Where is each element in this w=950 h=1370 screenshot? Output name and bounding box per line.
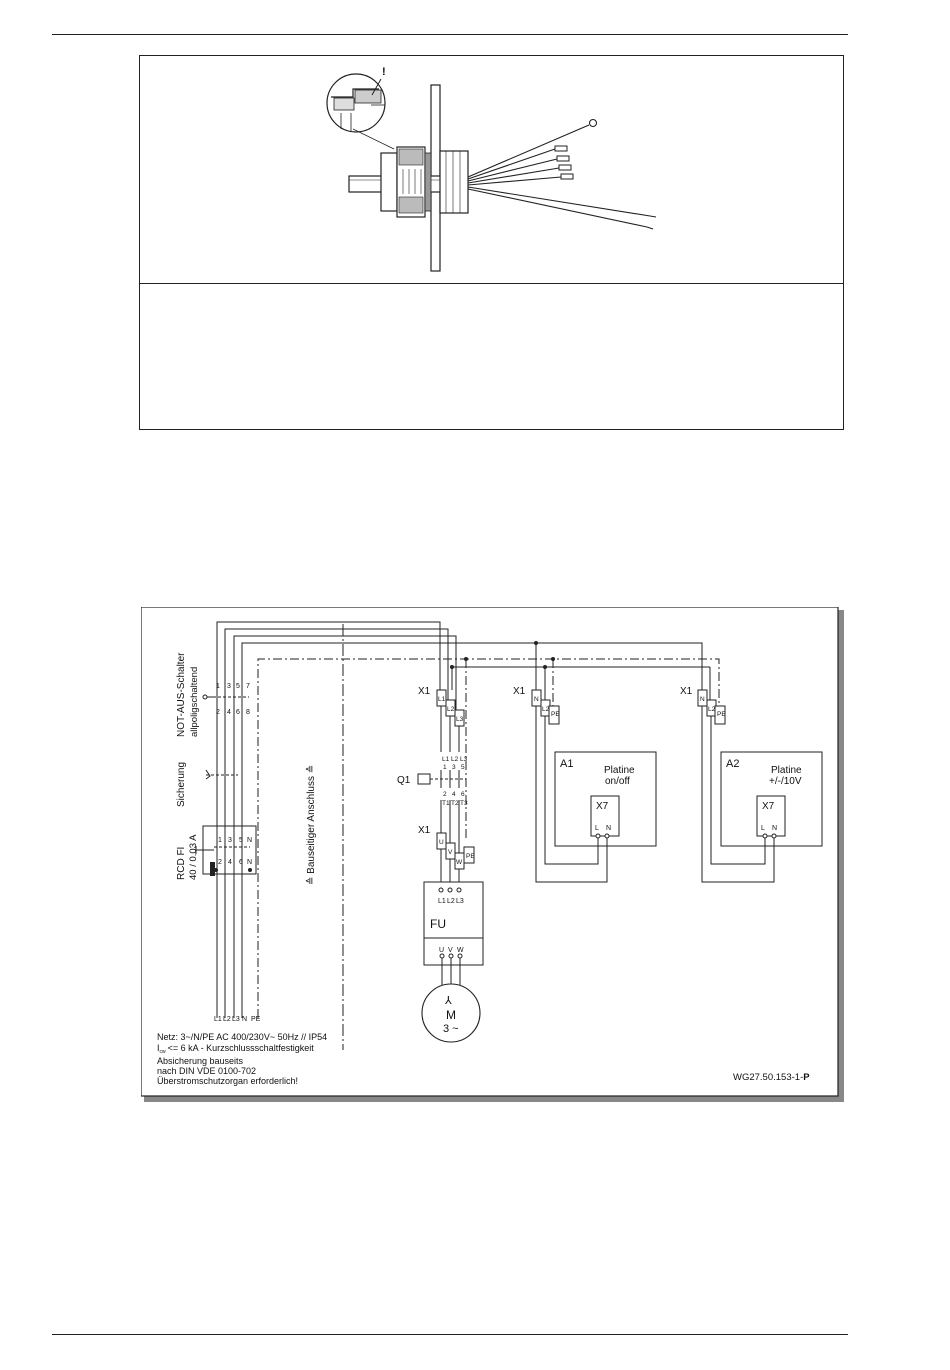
board-a1-pin-n: N — [606, 825, 612, 832]
top-rule — [52, 34, 848, 35]
bus-label-l3: L3 — [232, 1016, 240, 1023]
bus-label-n: N — [242, 1016, 248, 1023]
x1-label-a2: X1 — [680, 686, 693, 697]
a1-x1-terminal-l2: L2 — [542, 706, 550, 713]
board-a2-pin-n: N — [772, 825, 778, 832]
note-line-overcurrent: Überstromschutzorgan erforderlich! — [157, 1076, 299, 1086]
contactor-label: Q1 — [397, 775, 411, 786]
motor-star-symbol: ⅄ — [445, 995, 452, 1007]
fu-input-l1: L1 — [438, 898, 446, 905]
switch-terminal-5: 5 — [236, 683, 240, 690]
q1-top-3: 3 — [452, 764, 456, 771]
note-line-fusing: Absicherung bauseits — [157, 1056, 244, 1066]
rcd-terminal-2: 2 — [218, 859, 222, 866]
rcd-terminal-6: 6 — [239, 859, 243, 866]
motor-phases: 3 ~ — [443, 1023, 459, 1035]
x1-label-motor: X1 — [418, 825, 431, 836]
a2-x1-terminal-pe: PE — [717, 711, 726, 718]
board-a1-x7-label: X7 — [596, 801, 609, 812]
rcd-terminal-n-out: N — [247, 859, 253, 866]
switch-terminal-7: 7 — [246, 683, 250, 690]
x1-terminal-l2: L2 — [447, 706, 455, 713]
rcd-terminal-5: 5 — [239, 837, 243, 844]
cable-gland-drawing — [140, 56, 845, 431]
a2-x1-terminal-l2: L2 — [708, 706, 716, 713]
motor-label: M — [446, 1008, 456, 1022]
fu-output-v: V — [448, 947, 453, 954]
note-line-standard: nach DIN VDE 0100-702 — [157, 1066, 257, 1076]
drawing-number-main: WG27.50.153-1- — [733, 1072, 804, 1083]
note-line-short-circuit-symbol: I — [157, 1043, 160, 1053]
warning-mark: ! — [382, 66, 386, 78]
rcd-label: RCD FI — [176, 846, 187, 880]
q1-bottom-t1: T1 — [442, 800, 450, 807]
q1-bottom-2: 2 — [443, 791, 447, 798]
lock-nut — [440, 151, 468, 213]
rcd-terminal-1: 1 — [218, 837, 222, 844]
main-switch-sub-label: allpoligschaltend — [189, 666, 200, 737]
site-connection-label: ≙ Bauseitiger Anschluss ≙ — [306, 764, 317, 885]
q1-top-5: 5 — [461, 764, 465, 771]
x1-terminal-pe: PE — [466, 853, 475, 860]
drawing-number-suffix: P — [803, 1072, 810, 1083]
fu-input-l2: L2 — [447, 898, 455, 905]
x1-terminal-v: V — [448, 849, 453, 856]
q1-bottom-6: 6 — [461, 791, 465, 798]
bus-label-l2: L2 — [223, 1016, 231, 1023]
fu-label: FU — [430, 917, 446, 931]
board-a1-title: Platine — [604, 765, 635, 776]
wiring-diagram — [141, 607, 844, 1102]
x1-terminal-l3: L3 — [456, 716, 464, 723]
bus-label-pe: PE — [251, 1016, 261, 1023]
switch-terminal-1: 1 — [216, 683, 220, 690]
gland-cap — [381, 153, 397, 211]
switch-terminal-6: 6 — [236, 709, 240, 716]
bottom-rule — [52, 1334, 848, 1335]
board-a2-id: A2 — [726, 758, 740, 770]
q1-bottom-t2: T2 — [451, 800, 459, 807]
q1-top-l3: L3 — [460, 756, 468, 763]
drawing-number — [733, 1072, 810, 1083]
rcd-terminal-n-in: N — [247, 837, 253, 844]
switch-terminal-4: 4 — [227, 709, 231, 716]
switch-terminal-3: 3 — [227, 683, 231, 690]
board-a1-pin-l: L — [595, 825, 599, 832]
board-a2-pin-l: L — [761, 825, 765, 832]
board-a2-x7-label: X7 — [762, 801, 775, 812]
fuse-label: Sicherung — [176, 761, 187, 807]
rcd-terminal-4: 4 — [228, 859, 232, 866]
panel-divider — [140, 283, 843, 284]
switch-terminal-8: 8 — [246, 709, 250, 716]
x1-terminal-l1: L1 — [438, 696, 446, 703]
wiring-diagram-drawing — [141, 607, 844, 1102]
q1-top-l1: L1 — [442, 756, 450, 763]
a1-x1-terminal-n: N — [534, 696, 539, 703]
switch-terminal-2: 2 — [216, 709, 220, 716]
note-line-short-circuit-text: <= 6 kA - Kurzschlussschaltfestigkeit — [167, 1043, 314, 1053]
fu-output-w: W — [457, 947, 464, 954]
x1-terminal-w: W — [456, 859, 463, 866]
bus-label-l1: L1 — [214, 1016, 222, 1023]
rcd-terminal-3: 3 — [228, 837, 232, 844]
board-a1-id: A1 — [560, 758, 574, 770]
fu-output-u: U — [439, 947, 445, 954]
main-switch-label: NOT-AUS-Schalter — [176, 652, 187, 737]
rcd-rating: 40 / 0.03 A — [188, 834, 199, 880]
x1-label-supply: X1 — [418, 686, 431, 697]
note-line-network: Netz: 3~/N/PE AC 400/230V~ 50Hz // IP54 — [157, 1032, 328, 1042]
board-a1-sub: on/off — [605, 776, 630, 787]
q1-top-1: 1 — [443, 764, 447, 771]
note-line-short-circuit-subscript: cw — [159, 1049, 166, 1055]
cable-gland-panel — [139, 55, 844, 430]
board-a2-title: Platine — [771, 765, 802, 776]
fu-input-l3: L3 — [456, 898, 464, 905]
q1-bottom-4: 4 — [452, 791, 456, 798]
board-a2-sub: +/-/10V — [769, 776, 802, 787]
x1-label-a1: X1 — [513, 686, 526, 697]
q1-top-l2: L2 — [451, 756, 459, 763]
a1-x1-terminal-pe: PE — [551, 711, 560, 718]
q1-bottom-t3: T3 — [460, 800, 468, 807]
x1-terminal-u: U — [439, 839, 444, 846]
a2-x1-terminal-n: N — [700, 696, 705, 703]
